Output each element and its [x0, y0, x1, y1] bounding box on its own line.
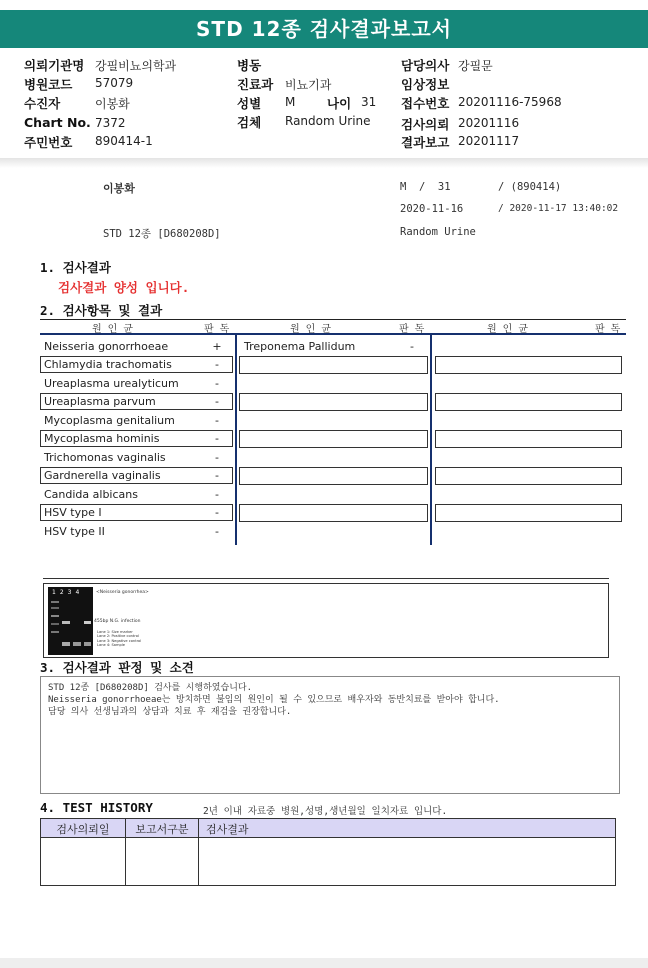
- col2-result-header: 판 독: [399, 324, 425, 335]
- list-item-result: -: [215, 414, 219, 427]
- empty-row-box: [239, 393, 428, 411]
- gel-lane-2: 2: [59, 589, 68, 596]
- empty-row-box: [435, 504, 622, 522]
- report-date-value: 20201117: [458, 134, 520, 148]
- list-item: HSV type I: [44, 506, 102, 519]
- col-separator-1: [235, 335, 237, 545]
- section2-title: 2. 검사항목 및 결과: [40, 303, 163, 318]
- col3-result-header: 판 독: [595, 324, 621, 335]
- hospital-name-label: 의뢰기관명: [24, 58, 85, 73]
- specimen-value: Random Urine: [285, 114, 371, 128]
- gel-lane-4: 4: [75, 589, 84, 596]
- age-value: 31: [361, 95, 377, 109]
- sex-value: M: [285, 95, 296, 109]
- chart-no-value: 7372: [95, 116, 126, 130]
- list-item-result: -: [215, 525, 219, 538]
- report-datetime: / 2020-11-17 13:40:02: [498, 203, 619, 214]
- list-item-result: -: [410, 340, 414, 353]
- empty-row-box: [435, 467, 622, 485]
- list-item: Mycoplasma hominis: [44, 432, 160, 445]
- gel-legend-item: Lane 4: Sample: [97, 642, 125, 647]
- opinion-line: 담당 의사 선생님과의 상담과 치료 후 재검을 권장합니다.: [48, 707, 292, 717]
- history-note: 2년 이내 자료중 병원,성명,생년월일 일치자료 입니다.: [203, 806, 448, 817]
- result-summary: 검사결과 양성 입니다.: [58, 280, 190, 295]
- list-item: Gardnerella vaginalis: [44, 469, 161, 482]
- list-item-result: -: [215, 358, 219, 371]
- col3-name-header: 원 인 균: [487, 324, 529, 335]
- dept-label: 진료과: [237, 77, 274, 92]
- list-item: Neisseria gonorrhoeae: [44, 340, 169, 353]
- list-item-result: -: [215, 488, 219, 501]
- hospital-code-value: 57079: [95, 76, 134, 90]
- list-item-result: -: [215, 506, 219, 519]
- empty-row-box: [239, 504, 428, 522]
- gel-legend: [97, 630, 141, 647]
- gel-lane-1: 1: [52, 589, 60, 596]
- opinion-text: [48, 682, 500, 718]
- list-item-result: -: [215, 451, 219, 464]
- gel-top-rule: [43, 578, 609, 579]
- gel-caption: <Neisseria gonorrhea>: [96, 590, 149, 595]
- section3-title: 3. 검사결과 판정 및 소견: [40, 660, 194, 675]
- patient-sex-age: M / 31: [400, 181, 451, 193]
- history-col-request-date: 검사의뢰일: [56, 823, 110, 836]
- report-title: STD 12종 검사결과보고서: [0, 10, 648, 48]
- footer-bar: [0, 958, 648, 968]
- empty-row-box: [239, 430, 428, 448]
- col2-name-header: 원 인 균: [290, 324, 332, 335]
- section4-title: 4. TEST HISTORY: [40, 800, 153, 815]
- gel-legend-item: Lane 2: Positive control: [97, 634, 139, 639]
- empty-row-box: [435, 430, 622, 448]
- resident-no-value: 890414-1: [95, 134, 153, 148]
- list-item: Chlamydia trachomatis: [44, 358, 172, 371]
- list-item-result: -: [215, 395, 219, 408]
- request-date-label: 검사의뢰: [401, 117, 450, 132]
- chart-no-label: Chart No.: [24, 115, 91, 130]
- list-item: Trichomonas vaginalis: [44, 451, 166, 464]
- list-item: Mycoplasma genitalium: [44, 414, 175, 427]
- hospital-name-value: 강필비뇨의학과: [95, 59, 177, 73]
- list-item-result: -: [215, 469, 219, 482]
- clinical-info-label: 임상정보: [401, 77, 450, 92]
- doctor-value: 강필문: [458, 59, 493, 73]
- dept-value: 비뇨기과: [285, 78, 332, 92]
- list-item: Ureaplasma parvum: [44, 395, 156, 408]
- patient-birth: / (890414): [498, 181, 562, 193]
- section1-title: 1. 검사결과: [40, 260, 111, 275]
- opinion-line: Neisseria gonorrhoeae는 방치하면 불임의 원인이 될 수 있으므로 배우자와 동반치료를 받아야 합니다.: [48, 695, 500, 705]
- empty-row-box: [239, 356, 428, 374]
- col1-name-header: 원 인 균: [92, 324, 134, 335]
- test-code: STD 12종 [D680208D]: [103, 228, 221, 240]
- hospital-code-label: 병원코드: [24, 77, 73, 92]
- patient-name: 이봉화: [103, 182, 135, 195]
- gel-legend-item: Lane 1: Size marker: [97, 630, 133, 634]
- empty-row-box: [435, 356, 622, 374]
- header-divider: [0, 158, 648, 168]
- gel-legend-item: Lane 3: Negative control: [97, 638, 142, 643]
- list-item-result: -: [215, 432, 219, 445]
- col-separator-2: [430, 335, 432, 545]
- history-col-result: 검사결과: [206, 823, 249, 836]
- patient-value: 이봉화: [95, 97, 130, 111]
- report-date-label: 결과보고: [401, 135, 450, 150]
- gel-band-label: 455bp N.G. infection: [94, 619, 141, 624]
- sex-label: 성별: [237, 96, 262, 111]
- gel-electrophoresis-image: [48, 587, 93, 655]
- gel-lane-3: 3: [67, 589, 76, 596]
- list-item-result: -: [215, 377, 219, 390]
- resident-no-label: 주민번호: [24, 135, 73, 150]
- receive-date: 2020-11-16: [400, 203, 464, 215]
- list-item: Ureaplasma urealyticum: [44, 377, 179, 390]
- empty-row-box: [435, 393, 622, 411]
- history-table: [40, 818, 616, 886]
- receipt-no-label: 접수번호: [401, 96, 450, 111]
- receipt-no-value: 20201116-75968: [458, 95, 562, 109]
- gel-lane-numbers: [52, 589, 83, 596]
- specimen-label: 검체: [237, 115, 262, 130]
- history-col-divider: [198, 819, 199, 885]
- col1-result-header: 판 독: [204, 324, 230, 335]
- ward-label: 병동: [237, 58, 262, 73]
- list-item: HSV type II: [44, 525, 105, 538]
- patient-label: 수진자: [24, 96, 61, 111]
- list-item: Candida albicans: [44, 488, 138, 501]
- list-item-result: +: [212, 340, 222, 353]
- opinion-line: STD 12종 [D680208D] 검사를 시행하였습니다.: [48, 683, 253, 693]
- history-col-report-type: 보고서구분: [135, 823, 189, 836]
- age-label: 나이: [327, 96, 352, 111]
- request-date-value: 20201116: [458, 116, 520, 130]
- empty-row-box: [239, 467, 428, 485]
- doctor-label: 담당의사: [401, 58, 450, 73]
- list-item: Treponema Pallidum: [244, 340, 356, 353]
- specimen-type: Random Urine: [400, 226, 476, 238]
